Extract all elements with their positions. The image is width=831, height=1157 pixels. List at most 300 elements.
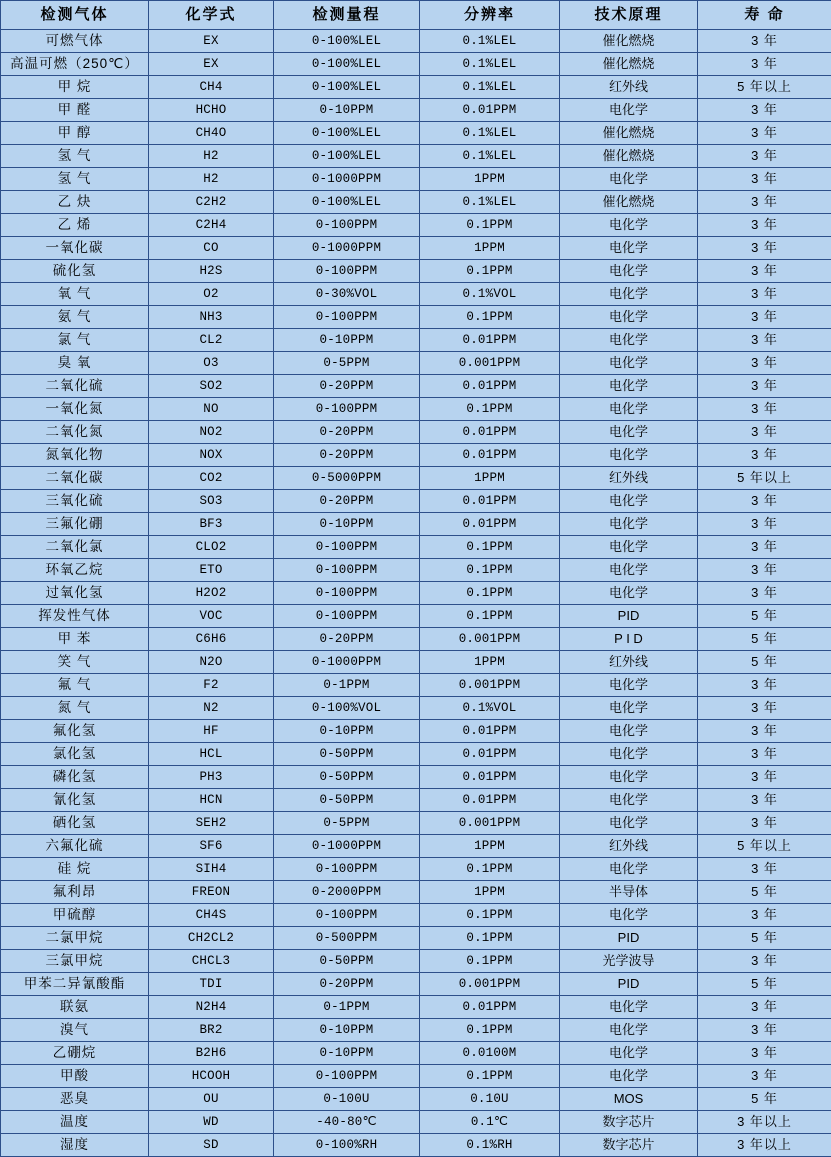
cell-technology: 电化学 [560,513,698,536]
cell-resolution: 0.01PPM [420,375,560,398]
cell-lifespan: 3 年 [698,536,831,559]
cell-chemical-formula: CH2CL2 [149,927,274,950]
cell-resolution: 0.1%RH [420,1134,560,1157]
table-row [1,858,831,881]
table-row [1,835,831,858]
cell-lifespan: 3 年 [698,375,831,398]
cell-gas-name: 氯化氢 [1,743,149,766]
cell-chemical-formula: HCN [149,789,274,812]
cell-gas-name: 甲酸 [1,1065,149,1088]
cell-gas-name: 氰化氢 [1,789,149,812]
cell-lifespan: 3 年 [698,352,831,375]
cell-resolution: 0.1PPM [420,214,560,237]
cell-gas-name: 硫化氢 [1,260,149,283]
cell-chemical-formula: BF3 [149,513,274,536]
table-header [1,1,831,30]
cell-chemical-formula: C6H6 [149,628,274,651]
cell-technology: 电化学 [560,536,698,559]
table-row [1,743,831,766]
cell-resolution: 0.1PPM [420,950,560,973]
cell-technology: 电化学 [560,743,698,766]
cell-resolution: 0.001PPM [420,973,560,996]
cell-lifespan: 3 年 [698,260,831,283]
table-row [1,605,831,628]
cell-gas-name: 高温可燃（250℃） [1,53,149,76]
table-row [1,1134,831,1157]
cell-detection-range: 0-50PPM [274,766,420,789]
cell-lifespan: 5 年 [698,973,831,996]
cell-detection-range: 0-5PPM [274,812,420,835]
cell-gas-name: 甲 烷 [1,76,149,99]
cell-detection-range: 0-20PPM [274,628,420,651]
cell-gas-name: 氟利昂 [1,881,149,904]
cell-gas-name: 联氨 [1,996,149,1019]
cell-gas-name: 一氧化氮 [1,398,149,421]
cell-technology: MOS [560,1088,698,1111]
cell-lifespan: 3 年 [698,1065,831,1088]
cell-chemical-formula: CH4 [149,76,274,99]
cell-detection-range: 0-100PPM [274,398,420,421]
cell-gas-name: 氮氧化物 [1,444,149,467]
cell-lifespan: 3 年 [698,789,831,812]
cell-detection-range: 0-50PPM [274,743,420,766]
cell-detection-range: 0-20PPM [274,973,420,996]
cell-lifespan: 5 年 [698,881,831,904]
cell-technology: 催化燃烧 [560,122,698,145]
cell-chemical-formula: CH4O [149,122,274,145]
cell-technology: PID [560,973,698,996]
header-technology: 技术原理 [560,1,698,30]
cell-detection-range: 0-100U [274,1088,420,1111]
cell-technology: 电化学 [560,812,698,835]
cell-resolution: 0.1%LEL [420,191,560,214]
cell-gas-name: 氨 气 [1,306,149,329]
cell-technology: 光学波导 [560,950,698,973]
cell-gas-name: 二氧化氮 [1,421,149,444]
cell-technology: 电化学 [560,1019,698,1042]
cell-lifespan: 3 年 [698,858,831,881]
cell-gas-name: 氢 气 [1,168,149,191]
table-row [1,536,831,559]
cell-detection-range: 0-100%RH [274,1134,420,1157]
cell-technology: 电化学 [560,375,698,398]
cell-detection-range: 0-30%VOL [274,283,420,306]
cell-detection-range: 0-100PPM [274,605,420,628]
cell-technology: 电化学 [560,306,698,329]
header-detection-range: 检测量程 [274,1,420,30]
cell-chemical-formula: O3 [149,352,274,375]
table-row [1,444,831,467]
cell-gas-name: 氢 气 [1,145,149,168]
cell-lifespan: 3 年以上 [698,1111,831,1134]
cell-lifespan: 3 年 [698,766,831,789]
cell-lifespan: 3 年 [698,99,831,122]
cell-detection-range: 0-10PPM [274,329,420,352]
cell-detection-range: 0-100%LEL [274,191,420,214]
cell-lifespan: 3 年 [698,306,831,329]
cell-detection-range: 0-500PPM [274,927,420,950]
cell-technology: 电化学 [560,582,698,605]
cell-technology: 红外线 [560,76,698,99]
cell-resolution: 0.1%LEL [420,122,560,145]
cell-resolution: 0.01PPM [420,720,560,743]
cell-resolution: 0.1%LEL [420,145,560,168]
cell-lifespan: 5 年 [698,605,831,628]
cell-resolution: 0.1PPM [420,904,560,927]
cell-gas-name: 挥发性气体 [1,605,149,628]
cell-gas-name: 三氯甲烷 [1,950,149,973]
cell-detection-range: 0-50PPM [274,789,420,812]
table-row [1,398,831,421]
cell-resolution: 0.10U [420,1088,560,1111]
cell-chemical-formula: N2H4 [149,996,274,1019]
cell-chemical-formula: N2 [149,697,274,720]
table-row [1,122,831,145]
cell-technology: 电化学 [560,237,698,260]
cell-chemical-formula: HF [149,720,274,743]
cell-chemical-formula: H2 [149,168,274,191]
cell-lifespan: 5 年 [698,628,831,651]
cell-technology: 红外线 [560,651,698,674]
cell-detection-range: 0-100PPM [274,582,420,605]
table-row [1,375,831,398]
cell-chemical-formula: N2O [149,651,274,674]
cell-gas-name: 氟化氢 [1,720,149,743]
table-row [1,191,831,214]
cell-lifespan: 3 年 [698,490,831,513]
cell-lifespan: 3 年 [698,996,831,1019]
cell-lifespan: 3 年 [698,191,831,214]
cell-detection-range: 0-1000PPM [274,168,420,191]
cell-chemical-formula: CL2 [149,329,274,352]
cell-resolution: 0.001PPM [420,352,560,375]
cell-technology: 电化学 [560,260,698,283]
cell-chemical-formula: SF6 [149,835,274,858]
cell-technology: P I D [560,628,698,651]
table-row [1,145,831,168]
cell-chemical-formula: WD [149,1111,274,1134]
cell-chemical-formula: TDI [149,973,274,996]
cell-detection-range: 0-10PPM [274,99,420,122]
cell-gas-name: 笑 气 [1,651,149,674]
cell-gas-name: 可燃气体 [1,30,149,53]
cell-technology: 数字芯片 [560,1111,698,1134]
cell-chemical-formula: FREON [149,881,274,904]
cell-resolution: 0.1PPM [420,605,560,628]
header-resolution: 分辨率 [420,1,560,30]
cell-detection-range: 0-100PPM [274,306,420,329]
cell-technology: 电化学 [560,283,698,306]
table-row [1,1019,831,1042]
table-row [1,651,831,674]
cell-lifespan: 3 年 [698,329,831,352]
cell-detection-range: 0-100PPM [274,858,420,881]
cell-lifespan: 3 年 [698,214,831,237]
table-row [1,973,831,996]
cell-chemical-formula: CHCL3 [149,950,274,973]
cell-lifespan: 3 年 [698,237,831,260]
cell-detection-range: 0-10PPM [274,1042,420,1065]
cell-technology: 电化学 [560,490,698,513]
cell-resolution: 1PPM [420,881,560,904]
cell-resolution: 0.01PPM [420,789,560,812]
cell-detection-range: 0-100PPM [274,1065,420,1088]
cell-chemical-formula: F2 [149,674,274,697]
table-row [1,628,831,651]
cell-chemical-formula: EX [149,30,274,53]
table-row [1,237,831,260]
cell-chemical-formula: CO2 [149,467,274,490]
cell-technology: 电化学 [560,421,698,444]
cell-detection-range: 0-1000PPM [274,237,420,260]
cell-resolution: 0.1%LEL [420,30,560,53]
cell-technology: 电化学 [560,352,698,375]
cell-lifespan: 3 年 [698,444,831,467]
cell-technology: 电化学 [560,904,698,927]
cell-lifespan: 3 年 [698,559,831,582]
table-row [1,168,831,191]
cell-lifespan: 3 年 [698,950,831,973]
table-row [1,697,831,720]
table-row [1,950,831,973]
cell-lifespan: 3 年 [698,513,831,536]
cell-detection-range: 0-1PPM [274,996,420,1019]
cell-detection-range: 0-100%LEL [274,76,420,99]
header-row [1,1,831,30]
table-row [1,904,831,927]
cell-detection-range: 0-2000PPM [274,881,420,904]
cell-detection-range: 0-20PPM [274,421,420,444]
cell-gas-name: 二氧化硫 [1,375,149,398]
cell-resolution: 0.01PPM [420,99,560,122]
header-gas-name: 检测气体 [1,1,149,30]
table-row [1,421,831,444]
cell-technology: 电化学 [560,168,698,191]
cell-detection-range: 0-20PPM [274,375,420,398]
table-row [1,214,831,237]
cell-technology: 电化学 [560,789,698,812]
cell-detection-range: 0-100PPM [274,559,420,582]
cell-technology: 电化学 [560,720,698,743]
cell-technology: 红外线 [560,467,698,490]
cell-lifespan: 3 年 [698,30,831,53]
cell-chemical-formula: C2H4 [149,214,274,237]
cell-lifespan: 3 年 [698,1019,831,1042]
cell-chemical-formula: NO [149,398,274,421]
cell-chemical-formula: H2S [149,260,274,283]
cell-resolution: 0.1PPM [420,559,560,582]
cell-resolution: 0.01PPM [420,444,560,467]
cell-technology: 数字芯片 [560,1134,698,1157]
cell-lifespan: 3 年 [698,398,831,421]
cell-gas-name: 甲 苯 [1,628,149,651]
cell-detection-range: 0-100PPM [274,214,420,237]
cell-chemical-formula: O2 [149,283,274,306]
cell-technology: 催化燃烧 [560,53,698,76]
table-row [1,812,831,835]
cell-technology: 催化燃烧 [560,191,698,214]
cell-gas-name: 恶臭 [1,1088,149,1111]
cell-chemical-formula: SO3 [149,490,274,513]
cell-resolution: 1PPM [420,237,560,260]
cell-gas-name: 硒化氢 [1,812,149,835]
cell-chemical-formula: PH3 [149,766,274,789]
cell-lifespan: 3 年 [698,582,831,605]
cell-resolution: 0.01PPM [420,513,560,536]
table-row [1,927,831,950]
cell-gas-name: 三氧化硫 [1,490,149,513]
cell-chemical-formula: VOC [149,605,274,628]
cell-gas-name: 氟 气 [1,674,149,697]
cell-chemical-formula: CLO2 [149,536,274,559]
cell-detection-range: 0-10PPM [274,513,420,536]
cell-gas-name: 甲苯二异氰酸酯 [1,973,149,996]
cell-resolution: 0.01PPM [420,996,560,1019]
cell-lifespan: 5 年以上 [698,835,831,858]
cell-gas-name: 磷化氢 [1,766,149,789]
cell-chemical-formula: ETO [149,559,274,582]
cell-detection-range: 0-100%LEL [274,145,420,168]
cell-gas-name: 甲硫醇 [1,904,149,927]
cell-lifespan: 3 年 [698,904,831,927]
cell-detection-range: 0-100%LEL [274,30,420,53]
cell-gas-name: 环氧乙烷 [1,559,149,582]
cell-technology: 电化学 [560,398,698,421]
cell-lifespan: 3 年以上 [698,1134,831,1157]
cell-technology: 电化学 [560,329,698,352]
cell-gas-name: 三氟化硼 [1,513,149,536]
cell-lifespan: 3 年 [698,421,831,444]
cell-technology: 电化学 [560,559,698,582]
table-row [1,260,831,283]
cell-resolution: 1PPM [420,835,560,858]
cell-gas-name: 二氧化碳 [1,467,149,490]
cell-detection-range: 0-5000PPM [274,467,420,490]
cell-gas-name: 氯 气 [1,329,149,352]
cell-lifespan: 3 年 [698,1042,831,1065]
cell-technology: 半导体 [560,881,698,904]
cell-technology: 电化学 [560,1042,698,1065]
table-row [1,559,831,582]
cell-resolution: 0.01PPM [420,421,560,444]
cell-lifespan: 3 年 [698,168,831,191]
cell-gas-name: 六氟化硫 [1,835,149,858]
cell-technology: PID [560,927,698,950]
cell-lifespan: 3 年 [698,674,831,697]
table-row [1,720,831,743]
cell-detection-range: 0-5PPM [274,352,420,375]
cell-gas-name: 甲 醛 [1,99,149,122]
cell-detection-range: 0-10PPM [274,720,420,743]
cell-resolution: 0.1%LEL [420,53,560,76]
table-row [1,996,831,1019]
cell-gas-name: 乙硼烷 [1,1042,149,1065]
cell-lifespan: 5 年以上 [698,467,831,490]
table-row [1,30,831,53]
cell-detection-range: 0-100%LEL [274,122,420,145]
cell-lifespan: 3 年 [698,720,831,743]
table-row [1,789,831,812]
cell-detection-range: 0-20PPM [274,444,420,467]
cell-lifespan: 5 年 [698,651,831,674]
cell-chemical-formula: SD [149,1134,274,1157]
cell-resolution: 0.1%LEL [420,76,560,99]
table-row [1,1088,831,1111]
table-row [1,306,831,329]
cell-resolution: 0.001PPM [420,628,560,651]
table-row [1,76,831,99]
cell-technology: 催化燃烧 [560,30,698,53]
cell-technology: 电化学 [560,99,698,122]
table-row [1,1065,831,1088]
cell-resolution: 0.1PPM [420,260,560,283]
table-row [1,1111,831,1134]
cell-technology: 电化学 [560,214,698,237]
cell-lifespan: 5 年 [698,927,831,950]
cell-chemical-formula: H2 [149,145,274,168]
cell-gas-name: 湿度 [1,1134,149,1157]
table-row [1,467,831,490]
cell-gas-name: 温度 [1,1111,149,1134]
cell-resolution: 0.1PPM [420,1019,560,1042]
cell-chemical-formula: CH4S [149,904,274,927]
cell-gas-name: 溴气 [1,1019,149,1042]
cell-chemical-formula: HCHO [149,99,274,122]
cell-resolution: 0.1PPM [420,306,560,329]
cell-detection-range: 0-1000PPM [274,835,420,858]
cell-chemical-formula: OU [149,1088,274,1111]
cell-resolution: 0.0100M [420,1042,560,1065]
cell-resolution: 1PPM [420,168,560,191]
cell-chemical-formula: NO2 [149,421,274,444]
cell-gas-name: 臭 氧 [1,352,149,375]
cell-detection-range: 0-50PPM [274,950,420,973]
cell-chemical-formula: NH3 [149,306,274,329]
cell-resolution: 1PPM [420,651,560,674]
table-row [1,352,831,375]
cell-resolution: 0.01PPM [420,766,560,789]
cell-technology: 电化学 [560,674,698,697]
cell-resolution: 0.1%VOL [420,283,560,306]
cell-chemical-formula: CO [149,237,274,260]
cell-chemical-formula: NOX [149,444,274,467]
header-lifespan: 寿 命 [698,1,831,30]
cell-technology: 电化学 [560,697,698,720]
table-row [1,490,831,513]
cell-lifespan: 3 年 [698,283,831,306]
cell-gas-name: 过氧化氢 [1,582,149,605]
cell-chemical-formula: SIH4 [149,858,274,881]
cell-resolution: 0.1PPM [420,536,560,559]
cell-technology: 电化学 [560,444,698,467]
cell-chemical-formula: SEH2 [149,812,274,835]
cell-resolution: 0.1PPM [420,927,560,950]
cell-lifespan: 5 年 [698,1088,831,1111]
cell-resolution: 1PPM [420,467,560,490]
table-row [1,329,831,352]
cell-lifespan: 3 年 [698,145,831,168]
cell-chemical-formula: C2H2 [149,191,274,214]
cell-gas-name: 二氯甲烷 [1,927,149,950]
cell-technology: 电化学 [560,858,698,881]
cell-gas-name: 氧 气 [1,283,149,306]
table-row [1,53,831,76]
cell-detection-range: 0-1PPM [274,674,420,697]
cell-resolution: 0.001PPM [420,812,560,835]
cell-gas-name: 乙 烯 [1,214,149,237]
cell-lifespan: 3 年 [698,122,831,145]
cell-resolution: 0.1%VOL [420,697,560,720]
